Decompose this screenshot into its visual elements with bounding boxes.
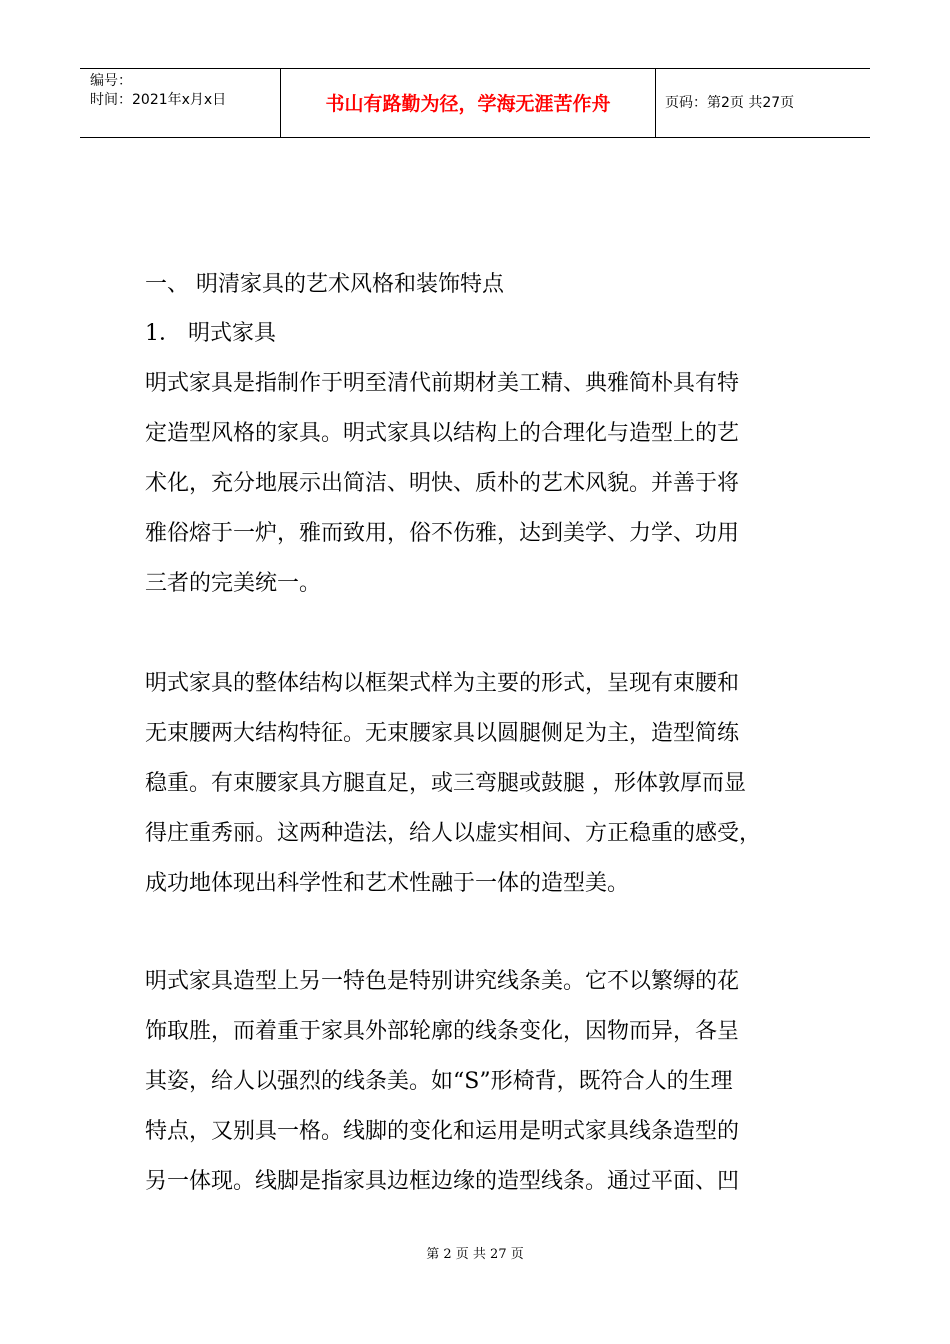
- section-heading: 一、 明清家具的艺术风格和装饰特点: [145, 272, 504, 297]
- paragraph-line: 明式家具造型上另一特色是特别讲究线条美。它不以繁缛的花: [145, 969, 740, 994]
- paragraph-line: 成功地体现出科学性和艺术性融于一体的造型美。: [145, 871, 630, 896]
- header-page-info: 页码：第2页 共27页: [665, 95, 795, 111]
- paragraph-line: 另一体现。线脚是指家具边框边缘的造型线条。通过平面、凹: [145, 1169, 740, 1194]
- paragraph-line: 无束腰两大结构特征。无束腰家具以圆腿侧足为主，造型简练: [145, 721, 740, 746]
- paragraph-line: 稳重。有束腰家具方腿直足，或三弯腿或鼓腿 ，形体敦厚而显: [145, 771, 746, 796]
- page-footer: 第 2 页 共 27 页: [426, 1247, 524, 1262]
- paragraph-line: 定造型风格的家具。明式家具以结构上的合理化与造型上的艺: [145, 421, 740, 446]
- paragraph-line: 饰取胜，而着重于家具外部轮廓的线条变化，因物而异，各呈: [145, 1019, 740, 1044]
- paragraph-line: 得庄重秀丽。这两种造法，给人以虚实相间、方正稳重的感受，: [145, 821, 762, 846]
- header-page-cell: [655, 69, 870, 137]
- paragraph-line: 特点，又别具一格。线脚的变化和运用是明式家具线条造型的: [145, 1119, 740, 1144]
- document-number-label: 编号：: [90, 73, 132, 89]
- paragraph-line: 术化，充分地展示出简洁、明快、质朴的艺术风貌。并善于将: [145, 471, 740, 496]
- paragraph-line: 雅俗熔于一炉，雅而致用，俗不伤雅，达到美学、力学、功用: [145, 521, 740, 546]
- header-motto: 书山有路勤为径，学海无涯苦作舟: [325, 93, 611, 115]
- header-motto-cell: [280, 69, 656, 137]
- document-time-label: 时间：2021年x月x日: [90, 92, 227, 108]
- paragraph-line: 三者的完美统一。: [145, 571, 322, 596]
- header-meta-cell: [80, 69, 280, 137]
- paragraph-line: 明式家具的整体结构以框架式样为主要的形式，呈现有束腰和: [145, 671, 740, 696]
- subsection-heading: 1． 明式家具: [145, 321, 276, 346]
- paragraph-line: 其姿，给人以强烈的线条美。如“S”形椅背，既符合人的生理: [145, 1069, 733, 1094]
- paragraph-line: 明式家具是指制作于明至清代前期材美工精、典雅简朴具有特: [145, 371, 740, 396]
- header-table: [80, 68, 870, 138]
